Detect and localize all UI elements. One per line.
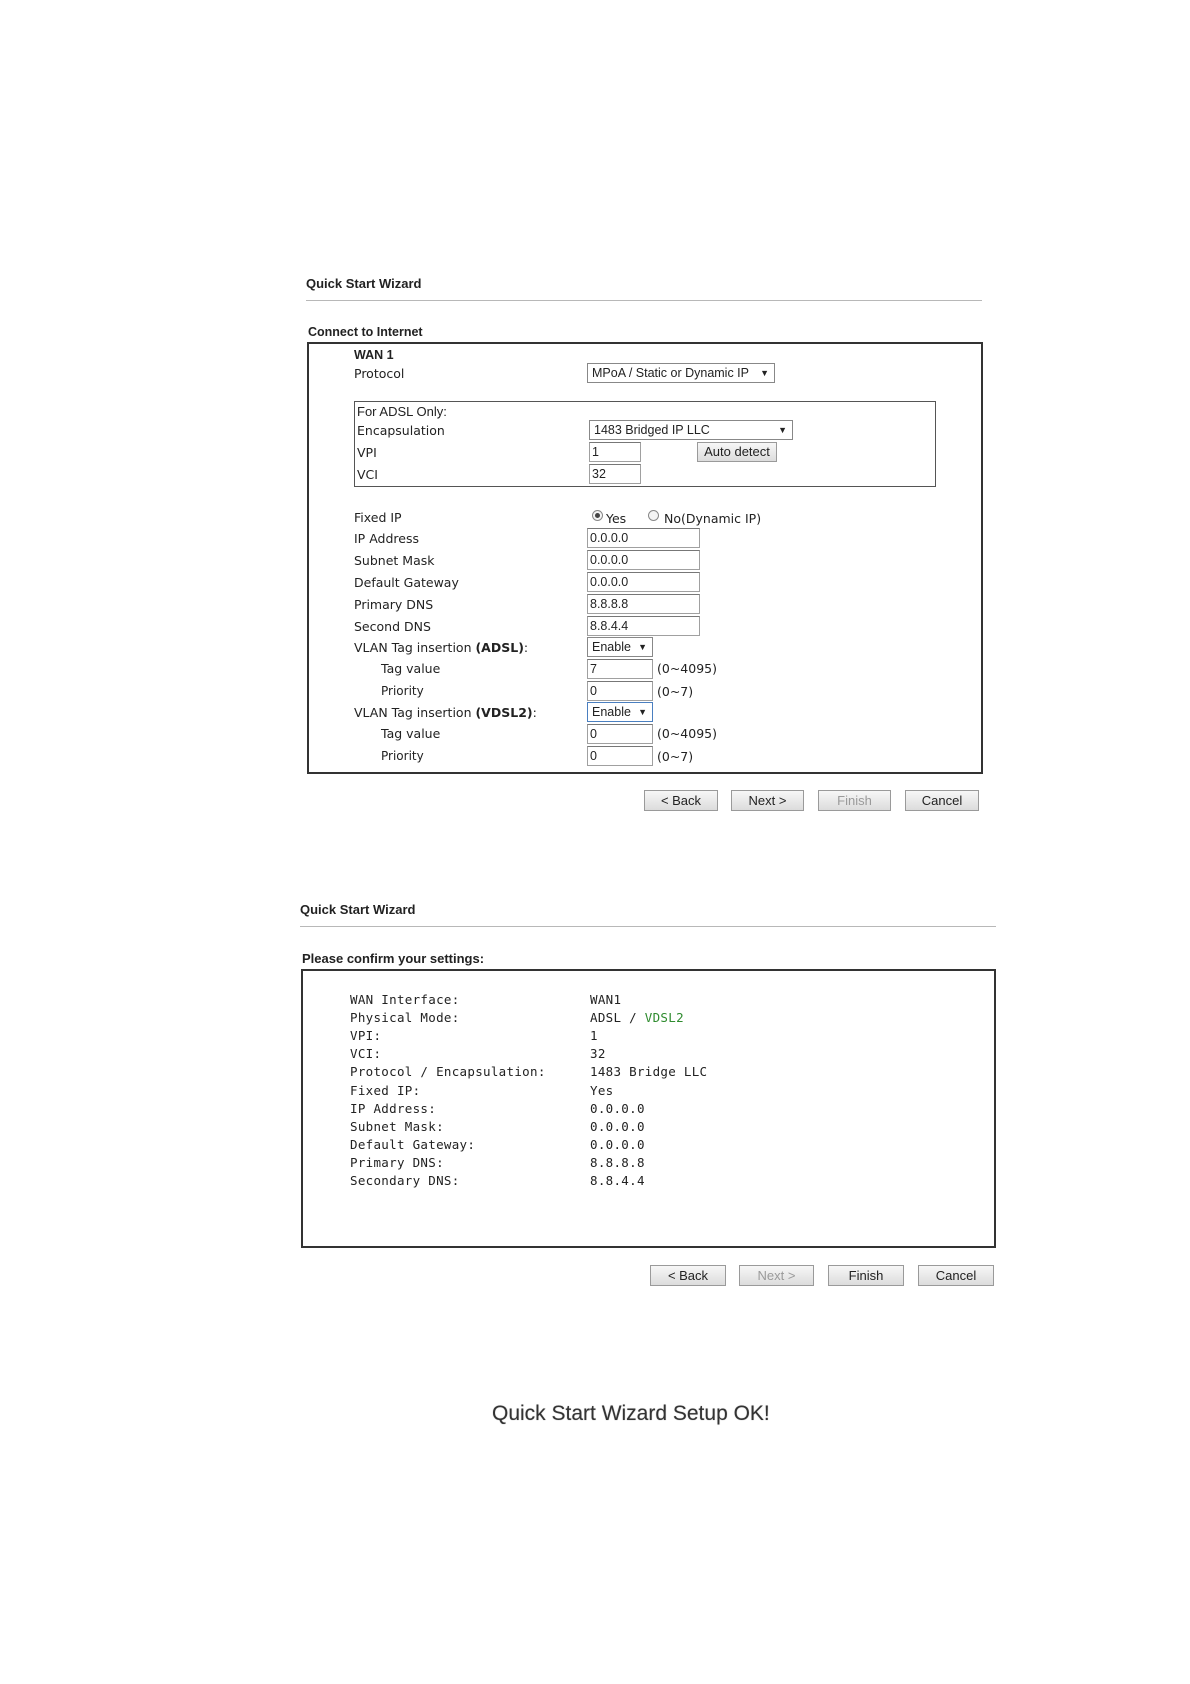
protocol-label: Protocol	[354, 366, 405, 381]
adsl-tag-range: (0~4095)	[657, 661, 717, 676]
summary-value-text: 8.8.4.4	[590, 1173, 645, 1188]
adsl-priority-range: (0~7)	[657, 684, 694, 699]
vlan-adsl-label-mode: (ADSL)	[475, 640, 524, 655]
wizard2-title: Quick Start Wizard	[300, 902, 416, 917]
summary-row	[350, 1101, 950, 1119]
default-gateway-input[interactable]: 0.0.0.0	[587, 572, 700, 592]
vlan-adsl-select[interactable]	[587, 637, 653, 657]
vlan-adsl-label	[354, 640, 528, 655]
wizard1-finish-button[interactable]: Finish	[818, 790, 891, 811]
default-gateway-label: Default Gateway	[354, 575, 459, 590]
summary-value	[590, 992, 621, 1007]
vlan-vdsl-select[interactable]	[587, 702, 653, 722]
chevron-down-icon: ▼	[638, 707, 647, 717]
summary-value	[590, 1119, 645, 1134]
summary-label: Subnet Mask:	[350, 1118, 444, 1134]
wizard1-cancel-button[interactable]: Cancel	[905, 790, 979, 811]
fixed-ip-yes-radio[interactable]	[592, 510, 603, 521]
chevron-down-icon: ▼	[760, 368, 769, 378]
vci-input[interactable]: 32	[589, 464, 641, 484]
summary-label: Protocol / Encapsulation:	[350, 1064, 546, 1080]
wizard2-subtitle: Please confirm your settings:	[302, 951, 485, 966]
summary-value-text: ADSL /	[590, 1010, 645, 1026]
wizard1-subtitle: Connect to Internet	[308, 325, 423, 339]
summary-value-text: WAN1	[590, 992, 622, 1007]
protocol-select-value: MPoA / Static or Dynamic IP	[592, 366, 749, 380]
summary-label: VPI:	[350, 1028, 382, 1044]
summary-label: Default Gateway:	[350, 1136, 476, 1152]
vlan-adsl-label-colon: :	[523, 640, 529, 655]
wizard2-next-button[interactable]: Next >	[739, 1265, 814, 1286]
vdsl-tag-value-label: Tag value	[381, 726, 441, 741]
ip-address-input[interactable]: 0.0.0.0	[587, 528, 700, 548]
fixed-ip-no-radio[interactable]	[648, 510, 659, 521]
vdsl-priority-range: (0~7)	[657, 749, 694, 764]
summary-label: Physical Mode:	[350, 1010, 460, 1026]
adsl-only-heading: For ADSL Only:	[357, 404, 447, 419]
adsl-tag-value-input[interactable]: 7	[587, 659, 653, 679]
vlan-vdsl-select-value: Enable	[592, 705, 631, 719]
subnet-mask-input[interactable]: 0.0.0.0	[587, 550, 700, 570]
summary-value	[590, 1101, 645, 1116]
vlan-vdsl-label	[354, 705, 537, 720]
summary-value	[590, 1155, 645, 1170]
summary-row	[350, 1155, 950, 1173]
fixed-ip-no-label: No(Dynamic IP)	[664, 511, 762, 526]
wan-label: WAN 1	[354, 348, 394, 362]
summary-label: VCI:	[350, 1046, 382, 1062]
encapsulation-select-value: 1483 Bridged IP LLC	[594, 423, 710, 437]
vdsl-priority-input[interactable]: 0	[587, 746, 653, 766]
summary-label: IP Address:	[350, 1100, 437, 1116]
vlan-vdsl-label-colon: :	[532, 705, 537, 720]
second-dns-label: Second DNS	[354, 619, 431, 634]
summary-value	[590, 1083, 613, 1098]
primary-dns-input[interactable]: 8.8.8.8	[587, 594, 700, 614]
summary-label: Fixed IP:	[350, 1082, 421, 1098]
summary-row	[350, 992, 950, 1010]
summary-value-highlight: VDSL2	[644, 1010, 684, 1026]
summary-value-text: 1483 Bridge LLC	[590, 1064, 708, 1080]
summary-label: WAN Interface:	[350, 992, 460, 1007]
summary-value	[590, 1064, 707, 1079]
summary-row	[350, 1010, 950, 1028]
summary-row	[350, 1064, 950, 1082]
summary-label: Primary DNS:	[350, 1154, 444, 1170]
setup-ok-message: Quick Start Wizard Setup OK!	[492, 1402, 770, 1425]
vlan-adsl-label-text: VLAN Tag insertion	[354, 640, 476, 655]
protocol-select[interactable]	[587, 363, 775, 383]
fixed-ip-yes-label: Yes	[606, 511, 627, 526]
vci-label: VCI	[357, 467, 378, 482]
vlan-vdsl-label-text: VLAN Tag insertion	[354, 705, 476, 720]
summary-row	[350, 1173, 950, 1191]
second-dns-input[interactable]: 8.8.4.4	[587, 616, 700, 636]
vdsl-tag-range: (0~4095)	[657, 726, 717, 741]
wizard2-finish-button[interactable]: Finish	[828, 1265, 904, 1286]
summary-row	[350, 1137, 950, 1155]
summary-row	[350, 1028, 950, 1046]
wizard2-back-button[interactable]: < Back	[650, 1265, 726, 1286]
wizard1-divider	[306, 300, 982, 301]
primary-dns-label: Primary DNS	[354, 597, 434, 612]
chevron-down-icon: ▼	[638, 642, 647, 652]
chevron-down-icon: ▼	[778, 425, 787, 435]
summary-value	[590, 1046, 606, 1061]
vlan-adsl-select-value: Enable	[592, 640, 631, 654]
summary-label: Secondary DNS:	[350, 1173, 460, 1188]
summary-value	[590, 1137, 645, 1152]
encapsulation-select[interactable]	[589, 420, 793, 440]
summary-value-text: 0.0.0.0	[590, 1136, 645, 1152]
adsl-priority-label: Priority	[381, 684, 424, 698]
summary-value	[590, 1010, 684, 1025]
auto-detect-button[interactable]: Auto detect	[697, 442, 777, 462]
summary-value-text: 8.8.8.8	[590, 1154, 645, 1170]
fixed-ip-label: Fixed IP	[354, 510, 402, 525]
wizard2-cancel-button[interactable]: Cancel	[918, 1265, 994, 1286]
summary-value	[590, 1173, 645, 1188]
subnet-mask-label: Subnet Mask	[354, 553, 435, 568]
vpi-label: VPI	[357, 445, 377, 460]
summary-value-text: 1	[590, 1028, 598, 1044]
ip-address-label: IP Address	[354, 531, 419, 546]
encapsulation-label: Encapsulation	[357, 423, 445, 438]
wizard1-next-button[interactable]: Next >	[731, 790, 804, 811]
adsl-priority-input[interactable]: 0	[587, 681, 653, 701]
summary-value-text: 0.0.0.0	[590, 1100, 645, 1116]
summary-row	[350, 1083, 950, 1101]
wizard1-back-button[interactable]: < Back	[644, 790, 718, 811]
wizard2-divider	[300, 926, 996, 927]
summary-value	[590, 1028, 598, 1043]
summary-value-text: 0.0.0.0	[590, 1118, 645, 1134]
vdsl-priority-label: Priority	[381, 749, 424, 763]
summary-row	[350, 1046, 950, 1064]
summary-row	[350, 1119, 950, 1137]
adsl-tag-value-label: Tag value	[381, 661, 441, 676]
summary-value-text: 32	[590, 1046, 606, 1062]
vlan-vdsl-label-mode: (VDSL2)	[475, 705, 533, 720]
vdsl-tag-value-input[interactable]: 0	[587, 724, 653, 744]
summary-value-text: Yes	[590, 1082, 614, 1098]
vpi-input[interactable]: 1	[589, 442, 641, 462]
wizard1-title: Quick Start Wizard	[306, 276, 422, 291]
